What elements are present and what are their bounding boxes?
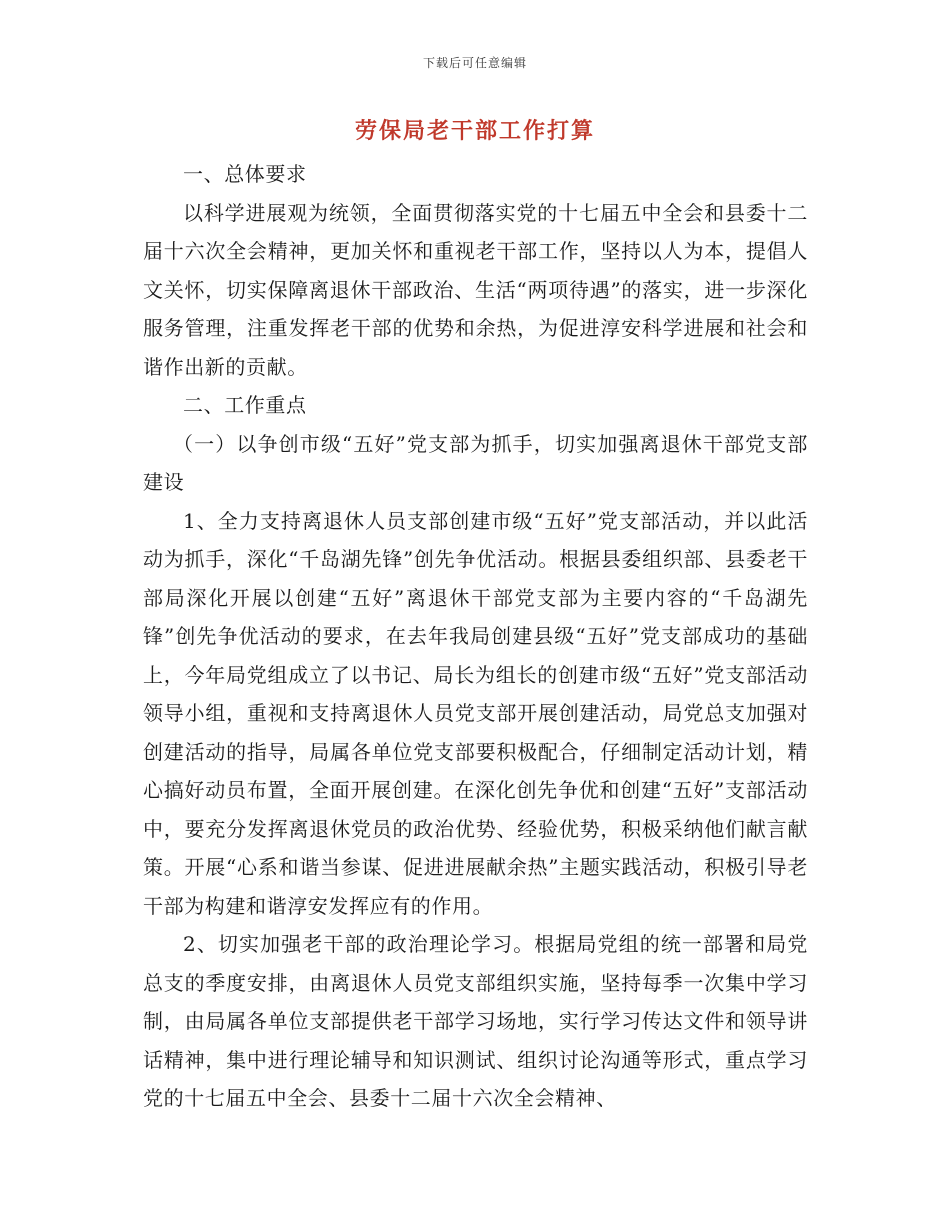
- header-note: 下载后可任意编辑: [422, 56, 527, 70]
- section-1-heading: 一、总体要求: [183, 162, 307, 186]
- section-2-subheading-1: （一）以争创市级“五好”党支部为抓手，切实加强离退休干部党支部建设: [143, 431, 808, 494]
- section-1-paragraph: 以科学进展观为统领，全面贯彻落实党的十七届五中全会和县委十二届十六次全会精神，更加关怀和重视老干部工作，坚持以人为本，提倡人文关怀，切实保障离退休干部政治、生活“两项待遇”的落实，进一步深化服务管理，注重发挥老干部的优势和余热，为促进淳安科学进展和社会和谐作出新的贡献。: [143, 200, 808, 379]
- item-1-paragraph: 1、全力支持离退休人员支部创建市级“五好”党支部活动，并以此活动为抓手，深化“千岛湖先锋”创先争优活动。根据县委组织部、县委老干部局深化开展以创建“五好”离退休干部党支部为主要内容的“千岛湖先锋”创先争优活动的要求，在去年我局创建县级“五好”党支部成功的基础上，今年局党组成立了以书记、局长为组长的创建市级“五好”党支部活动领导小组，重视和支持离退休人员党支部开展创建活动，局党总支加强对创建活动的指导，局属各单位党支部要积极配合，仔细制定活动计划，精心搞好动员布置，全面开展创建。在深化创先争优和创建“五好”支部活动中，要充分发挥离退休党员的政治优势、经验优势，积极采纳他们献言献策。开展“心系和谐当参谋、促进进展献余热”主题实践活动，积极引导老干部为构建和谐淳安发挥应有的作用。: [143, 508, 808, 918]
- section-2-heading: 二、工作重点: [183, 393, 307, 417]
- document-body: [143, 155, 808, 1118]
- item-2-paragraph: 2、切实加强老干部的政治理论学习。根据局党组的统一部署和局党总支的季度安排，由离退休人员党支部组织实施，坚持每季一次集中学习制，由局属各单位支部提供老干部学习场地，实行学习传达文件和领导讲话精神，集中进行理论辅导和知识测试、组织讨论沟通等形式，重点学习党的十七届五中全会、县委十二届十六次全会精神、: [143, 932, 808, 1110]
- document-title: 劳保局老干部工作打算: [354, 119, 595, 144]
